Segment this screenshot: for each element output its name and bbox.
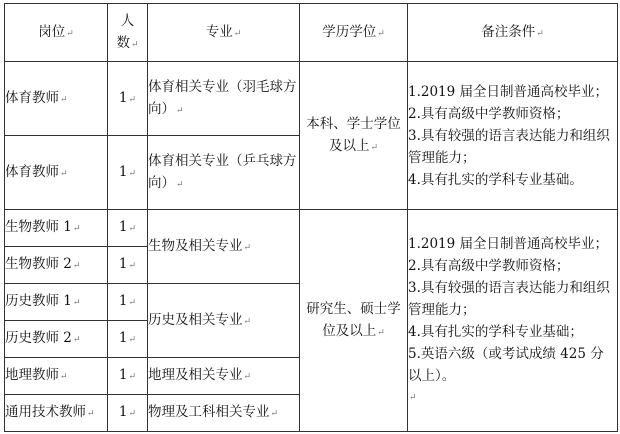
count-cell: 1↵: [108, 247, 148, 284]
count-cell: 1↵: [108, 210, 148, 247]
position-cell: 生物教师 1↵: [5, 210, 108, 247]
note-item: 2.具有高级中学教师资格；: [408, 257, 570, 274]
degree-cell-group1: 本科、学士学位及以上↵: [300, 62, 408, 210]
position-cell: 通用技术教师↵: [5, 395, 108, 432]
position-cell: 历史教师 1↵: [5, 284, 108, 321]
count-cell: 1↵: [108, 284, 148, 321]
note-end-mark: ↵: [409, 392, 417, 403]
major-cell-biology: 生物及相关专业↵: [148, 210, 300, 284]
note-item: 1.2019 届全日制普通高校毕业；: [408, 83, 609, 100]
table-row: [5, 62, 618, 136]
note-item: 3.具有较强的语言表达能力和组织管理能力；: [408, 127, 610, 166]
position-cell: 历史教师 2↵: [5, 321, 108, 358]
note-item: 4.具有扎实的学科专业基础；: [408, 323, 583, 340]
major-cell: 体育相关专业（乒乓球方向）↵: [148, 136, 300, 210]
note-item: 4.具有扎实的学科专业基础。: [408, 171, 583, 188]
recruitment-table: [4, 3, 618, 432]
position-cell: 体育教师↵: [5, 62, 108, 136]
table-row: [5, 210, 618, 247]
position-cell: 地理教师↵: [5, 358, 108, 395]
count-cell: 1↵: [108, 358, 148, 395]
header-position: 岗位↵: [5, 4, 108, 62]
count-cell: 1↵: [108, 62, 148, 136]
header-notes: 备注条件↵: [408, 4, 618, 62]
major-cell: 物理及工科相关专业↵: [148, 395, 300, 432]
degree-cell-group2: 研究生、硕士学位及以上↵: [300, 210, 408, 432]
position-cell: 生物教师 2↵: [5, 247, 108, 284]
count-cell: 1↵: [108, 395, 148, 432]
header-count-line1: 人: [120, 12, 135, 29]
notes-cell-group2: [408, 210, 618, 432]
count-cell: 1↵: [108, 321, 148, 358]
note-item: 3.具有较强的语言表达能力和组织管理能力；: [408, 279, 610, 318]
major-cell-history: 历史及相关专业↵: [148, 284, 300, 358]
position-cell: 体育教师↵: [5, 136, 108, 210]
header-count-line2: 数↵: [116, 34, 139, 51]
header-count: [108, 4, 148, 62]
count-cell: 1↵: [108, 136, 148, 210]
header-row: [5, 4, 618, 62]
header-major: 专业↵: [148, 4, 300, 62]
note-item: 2.具有高级中学教师资格；: [408, 105, 570, 122]
major-cell: 地理及相关专业↵: [148, 358, 300, 395]
header-degree: 学历学位↵: [300, 4, 408, 62]
major-cell: 体育相关专业（羽毛球方向）↵: [148, 62, 300, 136]
note-item: 5.英语六级（或考试成绩 425 分以上）。: [408, 345, 604, 384]
notes-cell-group1: [408, 62, 618, 210]
note-item: 1.2019 届全日制普通高校毕业；: [408, 235, 609, 252]
